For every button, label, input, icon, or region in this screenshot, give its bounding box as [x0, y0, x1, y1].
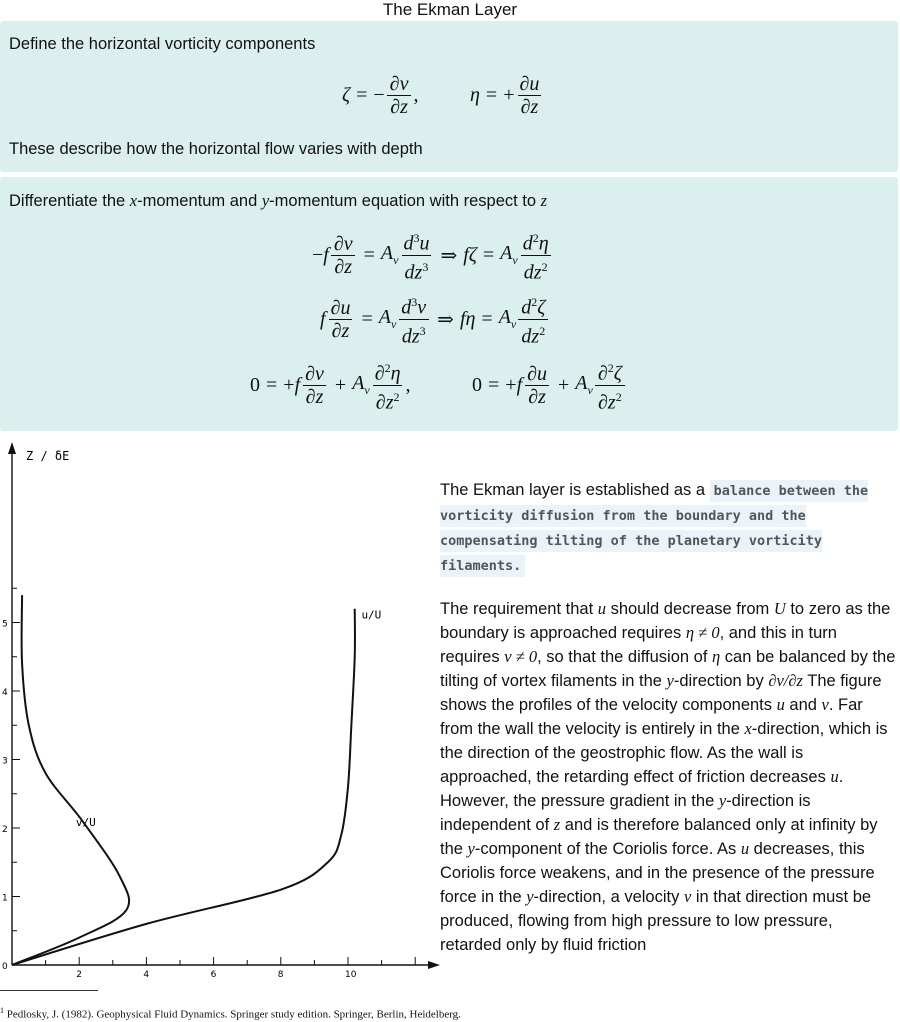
x-tick-label: 8: [277, 970, 284, 978]
vorticity-definition-box: [0, 21, 898, 172]
text-run: -direction, a velocity: [533, 888, 684, 906]
inline-math: y: [718, 791, 727, 810]
x-axis-arrow: [428, 961, 440, 969]
v-series-label: v/U: [75, 815, 96, 829]
inline-math: u: [830, 767, 839, 786]
y-axis-label: Z / δE: [26, 449, 70, 463]
p1-intro: The Ekman layer is established as a: [440, 481, 706, 499]
inline-math: v ≠ 0: [504, 647, 538, 666]
text-run: The figure shows the profiles of the velocity components: [440, 672, 882, 714]
text-run: -direction, which is the direction of the geostrophic flow. As the wall is approached, the retarding effect of friction decreases: [440, 720, 888, 786]
footnote: $^1$ Pedlosky, J. (1982). Geophysical Fluid Dynamics. Springer study edition. Springer, Berlin, Heidelberg.: [0, 1006, 461, 1021]
text-run: , and this in turn requires: [440, 624, 837, 666]
y-axis-arrow: [8, 442, 16, 454]
y-momentum-equation: f $\frac{\partial u}{\partial z}$ = $A_v$ $\frac{d^3v}{dz^3}$ ⇒ fη = $A_v$ $\frac{d^2\zeta}{dz^2}$: [320, 291, 550, 347]
y-tick-label: 2: [2, 825, 8, 835]
zeta-balance-equation: 0 = + f $\frac{\partial u}{\partial z}$ + $A_v$ $\frac{\partial^2\zeta}{\partial z^2}$: [472, 357, 627, 413]
x-tick-label: 6: [210, 970, 217, 978]
inline-math: x: [744, 719, 752, 738]
u-profile-line: [12, 609, 355, 965]
text-run: -component of the Coriolis force. As: [474, 840, 741, 858]
text-run: in that direction must be produced, flowing from high pressure to low pressure, retarded only by fluid friction: [440, 888, 872, 954]
inline-math: y: [666, 671, 674, 690]
text-run: . However, the pressure gradient in the: [440, 768, 844, 810]
eta-balance-equation: 0 = + f $\frac{\partial v}{\partial z}$ + $A_v$ $\frac{\partial^2\eta}{\partial z^2}$ ,: [250, 361, 411, 414]
text-run: , so that the diffusion of: [537, 648, 712, 666]
inline-math: η: [712, 647, 721, 666]
inline-math: U: [773, 599, 786, 618]
y-tick-label: 4: [2, 688, 8, 698]
inline-math: u: [740, 839, 750, 858]
inline-math: v: [821, 695, 829, 714]
inline-math: η ≠ 0: [685, 623, 720, 642]
x-tick-label: 10: [345, 970, 357, 978]
x-tick-label: 2: [76, 970, 82, 978]
y-tick-label: 0: [2, 962, 8, 972]
text-run: can be balanced by the tilting of vortex filaments in the: [440, 648, 896, 690]
y-tick-label: 5: [2, 619, 8, 630]
inline-math: y: [467, 839, 475, 858]
y-tick-label: 3: [2, 756, 8, 767]
inline-math: z: [553, 815, 561, 834]
inline-math: ∂v/∂z: [768, 671, 803, 690]
text-run: -direction by: [673, 672, 769, 690]
box1-heading: Define the horizontal vorticity components: [9, 35, 316, 53]
text-run: . Far from the wall the velocity is entirely in the: [440, 696, 863, 738]
u-series-label: u/U: [361, 608, 382, 622]
text-run: decreases, this Coriolis force weakens, and in the presence of the pressure force in the: [440, 840, 875, 906]
text-run: -direction is independent of: [440, 792, 811, 834]
y-tick-label: 1: [2, 893, 8, 904]
x-momentum-equation: − f $\frac{\partial v}{\partial z}$ = $A_v$ $\frac{d^3u}{dz^3}$ ⇒ fζ = $A_v$ $\frac{d^2\eta}{dz^2}$: [312, 231, 549, 284]
text-run: and: [784, 696, 822, 714]
page-title: The Ekman Layer: [382, 0, 518, 19]
chart-axes: [8, 442, 440, 969]
v-profile-line: [12, 595, 129, 965]
box2-heading: Differentiate the x-momentum and y-momentum equation with respect to z: [9, 191, 548, 210]
text-run: The requirement that: [440, 600, 598, 618]
footnote-divider: [0, 990, 98, 991]
text-run: and is therefore balanced only at infinity by the: [440, 816, 878, 858]
momentum-derivation-box: [0, 177, 898, 431]
inline-math: v: [683, 887, 692, 906]
zeta-equation: ζ = − $\frac{\partial v}{\partial z}$ ,: [342, 73, 419, 118]
inline-math: y: [526, 887, 534, 906]
box1-caption: These describe how the horizontal flow varies with depth: [9, 140, 423, 158]
ekman-profile-chart: [0, 438, 440, 978]
inline-math: u: [597, 599, 606, 618]
x-tick-label: 4: [143, 970, 150, 978]
text-run: to zero as the boundary is approached requires: [440, 600, 891, 642]
p1-highlight: balance between the vorticity diffusion from the boundary and the compensating tilting of the planetary vorticity filaments.: [440, 480, 868, 577]
eta-equation: η = + $\frac{\partial u}{\partial z}$: [470, 73, 540, 118]
ekman-balance-paragraph: [440, 478, 898, 578]
velocity-profile-paragraph: [440, 597, 898, 957]
inline-math: u: [776, 695, 785, 714]
text-run: should decrease from: [606, 600, 774, 618]
